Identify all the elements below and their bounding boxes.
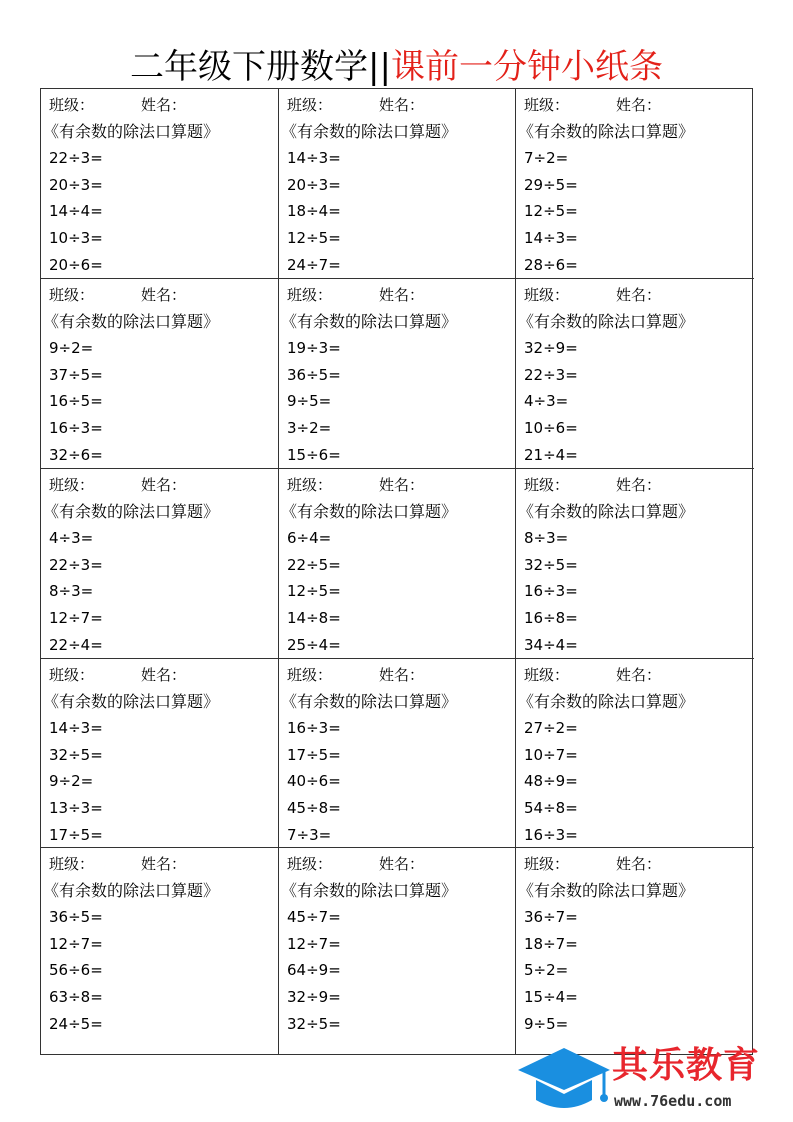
problem: 54÷8= xyxy=(524,798,578,817)
card-topic: 《有余数的除法口算题》 xyxy=(281,880,458,900)
card-topic: 《有余数的除法口算题》 xyxy=(518,880,695,900)
problem: 32÷5= xyxy=(524,555,578,574)
card-header xyxy=(287,662,515,689)
name-label: 姓名： xyxy=(616,666,662,684)
problem: 45÷8= xyxy=(287,798,341,817)
card-topic: 《有余数的除法口算题》 xyxy=(43,121,220,141)
problem: 8÷3= xyxy=(524,529,569,548)
problem: 14÷8= xyxy=(287,608,341,627)
brand-name: 其乐教育 xyxy=(612,1045,761,1086)
class-label: 班级： xyxy=(287,286,333,304)
card-topic: 《有余数的除法口算题》 xyxy=(281,311,458,331)
problem: 18÷4= xyxy=(287,202,341,221)
problem: 12÷7= xyxy=(287,934,341,953)
problem: 12÷7= xyxy=(49,934,103,953)
card-header xyxy=(287,282,515,309)
quiz-card xyxy=(516,659,754,848)
problem: 14÷4= xyxy=(49,202,103,221)
problem: 36÷5= xyxy=(287,365,341,384)
quiz-card xyxy=(279,89,516,279)
problem: 22÷5= xyxy=(287,555,341,574)
class-label: 班级： xyxy=(49,476,95,494)
problem: 9÷2= xyxy=(49,339,94,358)
card-header xyxy=(524,282,754,309)
problem: 32÷6= xyxy=(49,445,103,464)
problem: 4÷3= xyxy=(49,529,94,548)
class-label: 班级： xyxy=(524,96,570,114)
class-label: 班级： xyxy=(524,666,570,684)
problem: 4÷3= xyxy=(524,392,569,411)
problem: 10÷7= xyxy=(524,745,578,764)
problem: 45÷7= xyxy=(287,908,341,927)
card-header xyxy=(49,851,278,878)
title-highlight: 课前一分钟小纸条 xyxy=(390,47,663,87)
class-label: 班级： xyxy=(524,476,570,494)
problem: 12÷5= xyxy=(524,202,578,221)
problem: 7÷3= xyxy=(287,825,332,844)
problem: 13÷3= xyxy=(49,798,103,817)
problem: 29÷5= xyxy=(524,175,578,194)
quiz-card xyxy=(41,89,279,279)
problem: 18÷7= xyxy=(524,934,578,953)
problem: 22÷3= xyxy=(49,555,103,574)
problem: 37÷5= xyxy=(49,365,103,384)
problem: 9÷5= xyxy=(524,1014,569,1033)
problem: 40÷6= xyxy=(287,772,341,791)
problem: 9÷2= xyxy=(49,772,94,791)
problem: 10÷3= xyxy=(49,228,103,247)
problem: 16÷5= xyxy=(49,392,103,411)
class-label: 班级： xyxy=(49,96,95,114)
problem: 19÷3= xyxy=(287,339,341,358)
problem: 12÷5= xyxy=(287,228,341,247)
problem: 3÷2= xyxy=(287,418,332,437)
problem: 34÷4= xyxy=(524,635,578,654)
card-header xyxy=(49,92,278,119)
card-header xyxy=(49,662,278,689)
card-topic: 《有余数的除法口算题》 xyxy=(43,880,220,900)
card-topic: 《有余数的除法口算题》 xyxy=(281,691,458,711)
graduation-cap-icon xyxy=(512,1042,612,1118)
quiz-card xyxy=(41,848,279,1054)
problem: 36÷7= xyxy=(524,908,578,927)
card-topic: 《有余数的除法口算题》 xyxy=(281,501,458,521)
problem: 17÷5= xyxy=(287,745,341,764)
name-label: 姓名： xyxy=(616,476,662,494)
problem: 12÷5= xyxy=(287,582,341,601)
card-topic: 《有余数的除法口算题》 xyxy=(518,501,695,521)
problem: 32÷9= xyxy=(524,339,578,358)
name-label: 姓名： xyxy=(141,96,187,114)
card-header xyxy=(49,472,278,499)
problem: 20÷3= xyxy=(49,175,103,194)
problem: 7÷2= xyxy=(524,149,569,168)
quiz-card xyxy=(41,279,279,469)
brand-logo xyxy=(512,1042,788,1118)
name-label: 姓名： xyxy=(141,855,187,873)
problem: 9÷5= xyxy=(287,392,332,411)
card-topic: 《有余数的除法口算题》 xyxy=(281,121,458,141)
problem: 36÷5= xyxy=(49,908,103,927)
quiz-card xyxy=(41,469,279,659)
problem: 24÷7= xyxy=(287,255,341,274)
quiz-card xyxy=(279,659,516,848)
problem: 15÷6= xyxy=(287,445,341,464)
problem: 48÷9= xyxy=(524,772,578,791)
problem: 12÷7= xyxy=(49,608,103,627)
class-label: 班级： xyxy=(49,286,95,304)
name-label: 姓名： xyxy=(141,666,187,684)
problem: 28÷6= xyxy=(524,255,578,274)
name-label: 姓名： xyxy=(616,286,662,304)
card-topic: 《有余数的除法口算题》 xyxy=(43,691,220,711)
name-label: 姓名： xyxy=(379,96,425,114)
problem: 25÷4= xyxy=(287,635,341,654)
name-label: 姓名： xyxy=(141,286,187,304)
name-label: 姓名： xyxy=(141,476,187,494)
name-label: 姓名： xyxy=(379,286,425,304)
problem: 32÷5= xyxy=(287,1014,341,1033)
class-label: 班级： xyxy=(49,666,95,684)
problem: 64÷9= xyxy=(287,961,341,980)
card-header xyxy=(287,851,515,878)
worksheet-grid xyxy=(40,88,753,1055)
problem: 17÷5= xyxy=(49,825,103,844)
card-topic: 《有余数的除法口算题》 xyxy=(43,311,220,331)
quiz-card xyxy=(41,659,279,848)
name-label: 姓名： xyxy=(379,855,425,873)
card-topic: 《有余数的除法口算题》 xyxy=(518,691,695,711)
class-label: 班级： xyxy=(287,96,333,114)
class-label: 班级： xyxy=(49,855,95,873)
quiz-card xyxy=(516,848,754,1054)
name-label: 姓名： xyxy=(379,666,425,684)
problem: 16÷3= xyxy=(524,825,578,844)
problem: 22÷4= xyxy=(49,635,103,654)
problem: 14÷3= xyxy=(524,228,578,247)
problem: 14÷3= xyxy=(287,149,341,168)
card-header xyxy=(49,282,278,309)
problem: 16÷3= xyxy=(524,582,578,601)
problem: 20÷3= xyxy=(287,175,341,194)
problem: 15÷4= xyxy=(524,987,578,1006)
quiz-card xyxy=(279,469,516,659)
card-header xyxy=(524,662,754,689)
problem: 5÷2= xyxy=(524,961,569,980)
quiz-card xyxy=(516,469,754,659)
class-label: 班级： xyxy=(524,286,570,304)
problem: 8÷3= xyxy=(49,582,94,601)
quiz-card xyxy=(516,279,754,469)
problem: 16÷3= xyxy=(49,418,103,437)
problem: 14÷3= xyxy=(49,719,103,738)
page-title xyxy=(0,44,793,90)
problem: 21÷4= xyxy=(524,445,578,464)
quiz-card xyxy=(279,848,516,1054)
problem: 16÷3= xyxy=(287,719,341,738)
name-label: 姓名： xyxy=(616,96,662,114)
title-main: 二年级下册数学|| xyxy=(130,47,391,87)
problem: 27÷2= xyxy=(524,719,578,738)
card-topic: 《有余数的除法口算题》 xyxy=(518,121,695,141)
class-label: 班级： xyxy=(287,855,333,873)
quiz-card xyxy=(279,279,516,469)
card-header xyxy=(287,92,515,119)
card-header xyxy=(524,472,754,499)
problem: 32÷9= xyxy=(287,987,341,1006)
problem: 6÷4= xyxy=(287,529,332,548)
class-label: 班级： xyxy=(287,476,333,494)
name-label: 姓名： xyxy=(379,476,425,494)
problem: 56÷6= xyxy=(49,961,103,980)
name-label: 姓名： xyxy=(616,855,662,873)
card-header xyxy=(524,92,754,119)
quiz-card xyxy=(516,89,754,279)
problem: 22÷3= xyxy=(524,365,578,384)
problem: 22÷3= xyxy=(49,149,103,168)
class-label: 班级： xyxy=(287,666,333,684)
problem: 63÷8= xyxy=(49,987,103,1006)
problem: 10÷6= xyxy=(524,418,578,437)
class-label: 班级： xyxy=(524,855,570,873)
problem: 20÷6= xyxy=(49,255,103,274)
problem: 24÷5= xyxy=(49,1014,103,1033)
card-header xyxy=(287,472,515,499)
problem: 16÷8= xyxy=(524,608,578,627)
card-topic: 《有余数的除法口算题》 xyxy=(518,311,695,331)
problem: 32÷5= xyxy=(49,745,103,764)
brand-url: www.76edu.com xyxy=(614,1092,732,1110)
card-header xyxy=(524,851,754,878)
card-topic: 《有余数的除法口算题》 xyxy=(43,501,220,521)
